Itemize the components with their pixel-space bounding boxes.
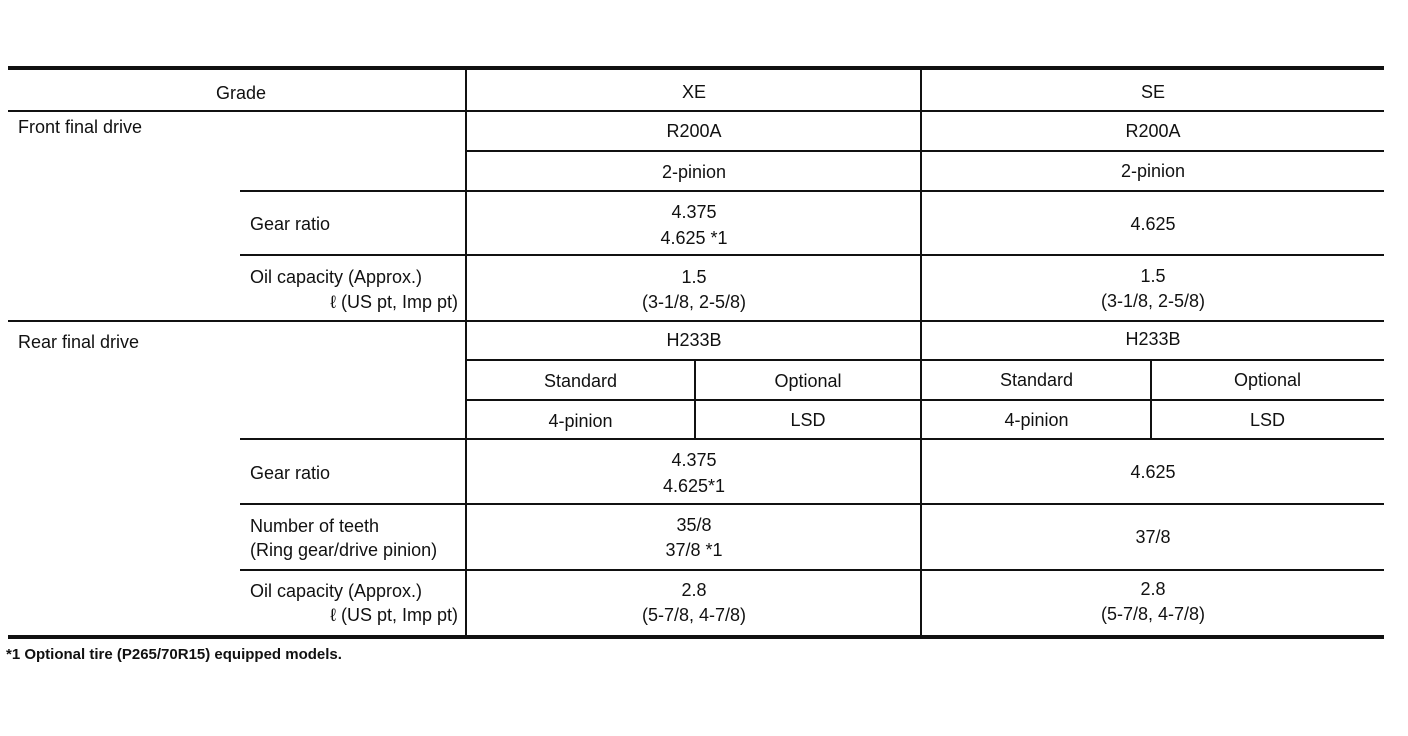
rear-gear-ratio-xe: 4.375 <box>671 450 717 470</box>
front-final-drive-label: Front final drive <box>18 117 143 137</box>
row-divider <box>466 399 1384 401</box>
rear-model-xe: H233B <box>666 330 722 350</box>
front-model-se: R200A <box>1125 121 1181 141</box>
table-top-border <box>8 66 1384 70</box>
rear-oil-xe: 2.8 <box>681 580 707 600</box>
rear-gear-ratio-label: Gear ratio <box>250 463 331 483</box>
rear-model-se: H233B <box>1125 329 1181 349</box>
rear-final-drive-label: Rear final drive <box>18 332 140 352</box>
table-bottom-border <box>8 635 1384 639</box>
rear-gear-ratio-se: 4.625 <box>1130 462 1176 482</box>
front-oil-label: Oil capacity (Approx.) <box>250 267 423 287</box>
rear-type-xe-optional: LSD <box>790 410 826 430</box>
rear-teeth-label: Number of teeth <box>250 516 380 536</box>
rear-type-se-standard: 4-pinion <box>1004 410 1069 430</box>
front-type-xe: 2-pinion <box>661 162 727 182</box>
rear-variant-xe-optional: Optional <box>774 371 842 391</box>
row-divider <box>240 569 1384 571</box>
rear-teeth-se: 37/8 <box>1135 527 1171 547</box>
row-divider <box>466 150 1384 152</box>
grade-header: Grade <box>215 83 267 103</box>
footnote: *1 Optional tire (P265/70R15) equipped models. <box>6 646 342 663</box>
rear-oil-xe-pt: (5-7/8, 4-7/8) <box>641 605 747 625</box>
rear-oil-se-pt: (5-7/8, 4-7/8) <box>1100 604 1206 624</box>
front-model-xe: R200A <box>666 121 722 141</box>
rear-oil-label: Oil capacity (Approx.) <box>250 581 423 601</box>
rear-oil-se: 2.8 <box>1140 579 1166 599</box>
row-divider <box>240 438 1384 440</box>
row-divider <box>466 190 1384 192</box>
front-type-se: 2-pinion <box>1120 161 1186 181</box>
rear-teeth-xe: 35/8 <box>676 515 712 535</box>
rear-variant-xe-standard: Standard <box>543 371 618 391</box>
front-oil-xe: 1.5 <box>681 267 707 287</box>
row-divider <box>8 320 1384 322</box>
row-divider <box>240 254 1384 256</box>
rear-variant-se-optional: Optional <box>1233 370 1302 390</box>
front-gear-ratio-xe-alt: 4.625 *1 <box>660 228 728 248</box>
front-gear-ratio-label: Gear ratio <box>250 214 331 234</box>
se-header: SE <box>1140 82 1165 102</box>
rear-variant-se-standard: Standard <box>999 370 1074 390</box>
rear-teeth-sublabel: (Ring gear/drive pinion) <box>250 540 438 560</box>
front-oil-se: 1.5 <box>1140 266 1166 286</box>
rear-type-se-optional: LSD <box>1249 410 1285 430</box>
rear-oil-unit: ℓ (US pt, Imp pt) <box>330 605 458 625</box>
front-oil-unit: ℓ (US pt, Imp pt) <box>330 292 458 312</box>
front-gear-ratio-se: 4.625 <box>1130 214 1176 234</box>
front-gear-ratio-xe: 4.375 <box>671 202 717 222</box>
front-oil-xe-pt: (3-1/8, 2-5/8) <box>641 292 747 312</box>
front-oil-se-pt: (3-1/8, 2-5/8) <box>1100 291 1206 311</box>
row-divider <box>240 503 1384 505</box>
rear-gear-ratio-xe-alt: 4.625*1 <box>662 476 726 496</box>
row-divider <box>466 359 1384 361</box>
row-divider <box>240 190 466 192</box>
row-divider <box>8 110 1384 112</box>
xe-header: XE <box>681 82 706 102</box>
rear-teeth-xe-alt: 37/8 *1 <box>665 540 723 560</box>
rear-type-xe-standard: 4-pinion <box>548 411 613 431</box>
